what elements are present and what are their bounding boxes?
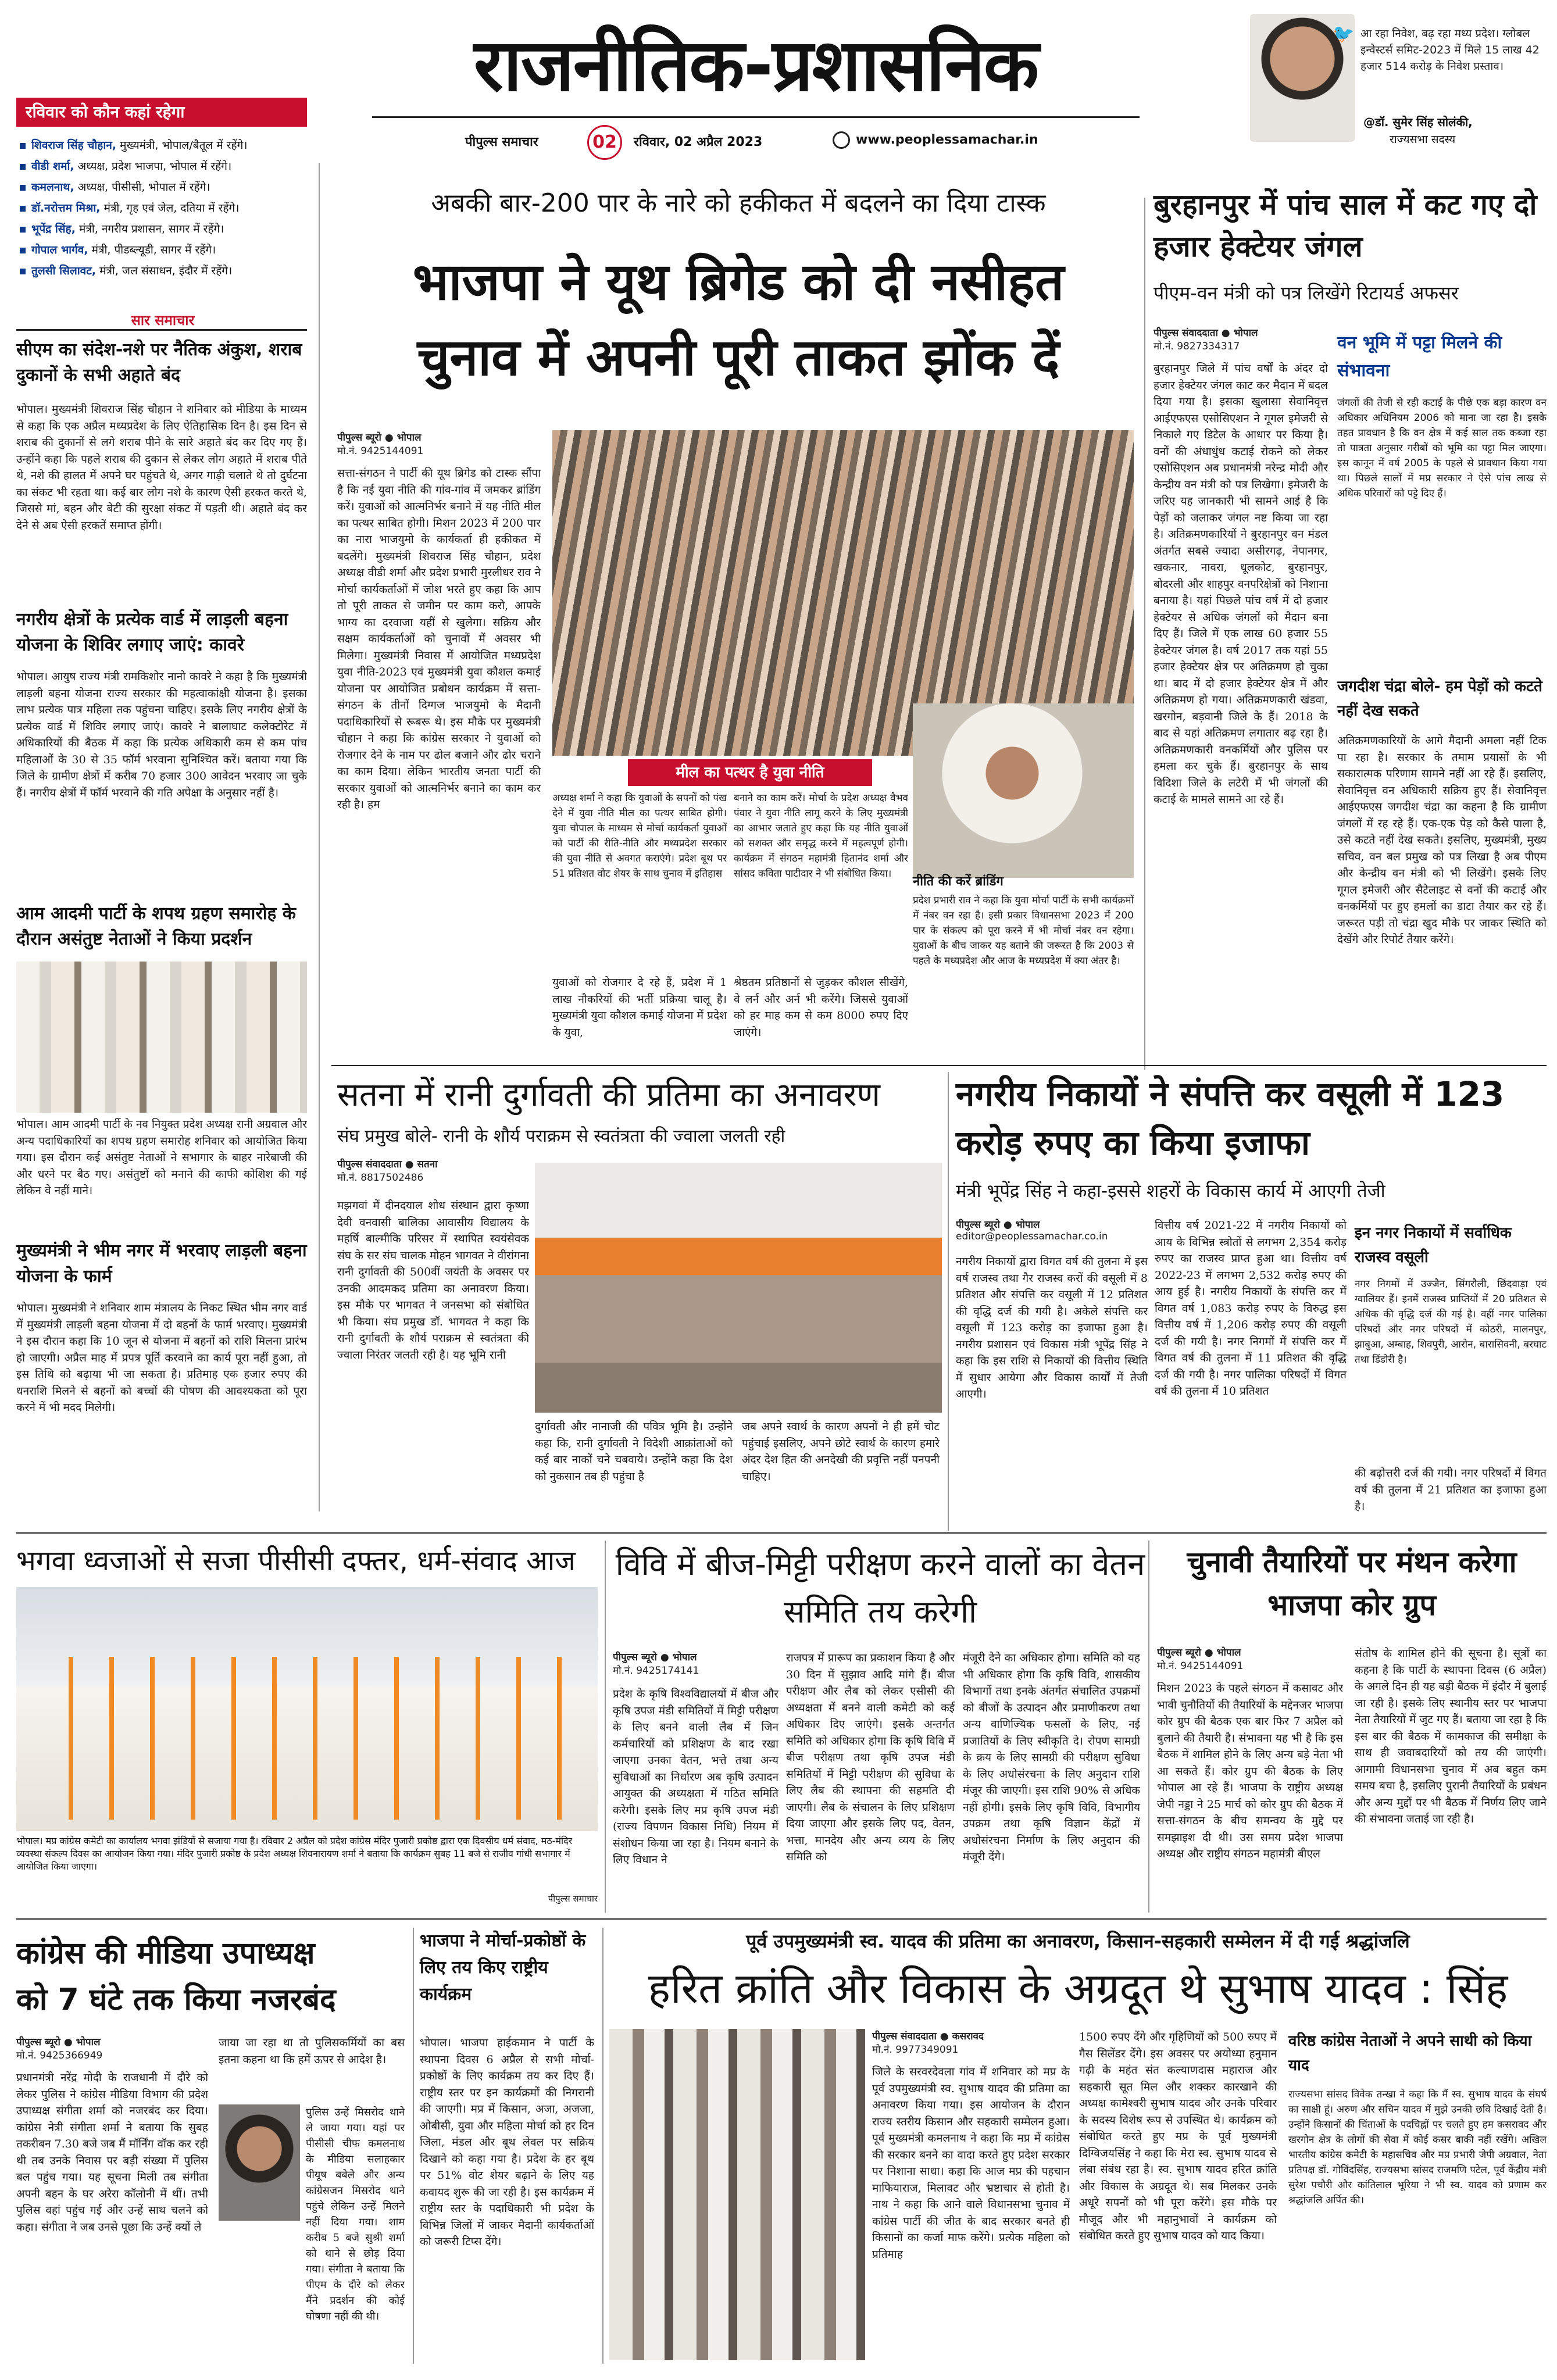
nagariya-col1: नगरीय निकायों द्वारा विगत वर्ष की तुलना में इस वर्ष राजस्व तथा गैर राजस्व करों की वसूली में 8 प्रतिशत और संपत्ति कर वसूली में 12 प्रतिशत की वृद्धि दर्ज की गयी है। अकेले संपत्ति कर वसूली में 123 करोड़ का इजाफा हुआ है। नगरीय प्रशासन एवं विकास मंत्री भूपेंद्र सिंह ने कहा कि इस राशि से निकायों की वित्तीय स्थिति में सुधार आयेगा और विकास कार्यों में तेजी आएगी। bbox=[956, 1255, 1148, 1400]
sangeeta-photo bbox=[219, 2104, 300, 2221]
bhagwa-divider bbox=[605, 1541, 606, 1913]
list-item: वीडी शर्मा, अध्यक्ष, प्रदेश भाजपा, भोपाल में रहेंगे। bbox=[20, 156, 307, 177]
saffron-flags bbox=[51, 1657, 563, 1820]
morcha-body: भोपाल। भाजपा हाईकमान ने पार्टी के स्थापना दिवस 6 अप्रैल से सभी मोर्चा-प्रकोष्ठों के लिए कार्यक्रम तय कर दिए हैं। राष्ट्रीय स्तर पर इन कार्यक्रमों की निगरानी की जाएगी। मप्र में किसान, अजा, अजजा, ओबीसी, युवा और महिला मोर्चा को हर दिन जिला, मंडल और बूथ लेवल पर सक्रिय दिखाने को कहा गया है। प्रदेश के हर बूथ पर 51% वोट शेयर बढ़ाने के लिए यह कवायद शुरू की जा रही है। इस कार्यक्रम में राष्ट्रीय स्तर के पदाधिकारी भी प्रदेश के विभिन्न जिलों में जाकर मैदानी कार्यकर्ताओं को जरूरी टिप्स देंगे। bbox=[420, 2036, 594, 2248]
satna-col2: दुर्गावती और नानाजी की पवित्र भूमि है। उन्होंने कहा कि, रानी दुर्गावती ने विदेशी आक्रांताओं को कई बार नाकों चने चबवाये। उन्होंने कहा कि देश को नुकसान तब ही पहुंचा है bbox=[535, 1420, 733, 1483]
subhash-col1: जिले के सरवरदेवला गांव में शनिवार को मप्र के पूर्व उपमुख्यमंत्री स्व. सुभाष यादव की प्रतिमा का अनावरण किया गया। इस आयोजन के दौरान राज्य स्तरीय किसान और सहकारी सम्मेलन हुआ। पूर्व मुख्यमंत्री कमलनाथ ने कहा कि मप्र में कांग्रेस की सरकार बनने का वादा करते हुए प्रदेश सरकार पर निशाना साधा। कहा कि आज मप्र की पहचान माफियाराज, मिलावट और भ्रष्टाचार से होती है। नाथ ने कहा कि आने वाले विधानसभा चुनाव में कांग्रेस पार्टी की जीत के बाद सरकार बनते ही किसानों का कर्जा माफ करेंगे। प्रत्येक महिला को प्रतिमाह bbox=[872, 2065, 1070, 2261]
bhagwa-headline: भगवा ध्वजाओं से सजा पीसीसी दफ्तर, धर्म-संवाद आज bbox=[16, 1545, 576, 1577]
chunavi-byline: पीपुल्स ब्यूरो ● भोपाल मो.नं. 9425144091 bbox=[1157, 1647, 1244, 1672]
burhanpur-body: बुरहानपुर जिले में पांच वर्षों के अंदर दो हजार हेक्टेयर जंगल काट कर मैदान में बदल दिया गया है। इसका खुलासा सेवानिवृत्त आईएफएस एसोसिएशन ने गूगल इमेजरी से निकाले गए डिटेल के आधार पर किया है। वनों की अंधाधुंध कटाई रोकने को लेकर एसोसिएशन अब प्रधानमंत्री नरेन्द्र मोदी और केन्द्रीय वन मंत्री को पत्र लिखेगा। इमेजरी के जरिए यह जानकारी भी सामने आई है कि पेड़ों को जलाकर जंगल नष्ट किया जा रहा है। अतिक्रमणकारियों ने बुरहानपुर वन मंडल अंतर्गत सबसे ज्यादा असीरगढ़, नेपानगर, खकनार, नावरा, धूलकोट, बुरहानपुर, बोदरली और शाहपुर वनपरिक्षेत्रों को निशाना बनाया है। यहां पिछले पांच वर्ष में दो हजार हेक्टेयर से अधिक जंगलों को मैदान बना दिए हैं। जिले में एक लाख 60 हजार 55 हेक्टेयर जंगल है। वर्ष 2017 तक यहां 55 हजार हेक्टेयर क्षेत्र पर अतिक्रमण हो चुका था। बाद में दो हजार हेक्टेयर क्षेत्र में और अतिक्रमण हो गया। अतिक्रमणकारी खंडवा, खरगोन, बड़वानी जिले के हैं। 2018 के बाद से यहां अतिक्रमण लगातार बढ़ रहा है। अतिक्रमणकारी वनकर्मियों और पुलिस पर हमला कर चुके हैं। बुरहानपुर के साथ विदिशा जिले के लटेरी में भी जंगलों की कटाई के मामले सामने आ रहे हैं। bbox=[1154, 362, 1328, 806]
chunavi-col1: मिशन 2023 के पहले संगठन में कसावट और भावी चुनौतियों की तैयारियों के मद्देनजर भाजपा कोर ग्रुप की बैठक एक बार फिर 7 अप्रैल को बुलाने की तैयारी है। संभावना यह भी है कि इस बैठक में शामिल होने के लिए अन्य बड़े नेता भी आ सकते हैं। कोर ग्रुप की बैठक के लिए भोपाल आ रहे हैं। भाजपा के राष्ट्रीय अध्यक्ष जेपी नड्डा ने 25 मार्च को कोर ग्रुप की बैठक में सत्ता-संगठन के बीच समन्वय के मुद्दे पर समझाइश दी थी। उस समय प्रदेश भाजपा अध्यक्ष और राष्ट्रीय संगठन महामंत्री बीएल bbox=[1157, 1682, 1343, 1860]
list-item: शिवराज सिंह चौहान, मुख्यमंत्री, भोपाल/बैतूल में रहेंगे। bbox=[20, 135, 307, 156]
tweet-author: @डॉ. सुमेर सिंह सोलंकी, bbox=[1363, 115, 1473, 129]
vivi-headline: विवि में बीज-मिट्टी परीक्षण करने वालों का वेतन समिति तय करेगी bbox=[615, 1546, 1145, 1630]
rule-mid-3 bbox=[16, 1918, 1547, 1920]
burhanpur-box-body: जंगलों की तेजी से रही कटाई के पीछे एक बड़ा कारण वन अधिकार अधिनियम 2006 को माना जा रहा है। इसके तहत प्रावधान है कि वन क्षेत्र में कई साल तक कब्जा रहा तो पात्रता अनुसार गरीबों को भूमि का पट्टा मिल जाएगा। इस कानून में वर्ष 2005 के पहले से प्रावधान किया गया था। पिछले सालों में मप्र सरकार ने ऐसे पांच लाख से अधिक परिवारों को पट्टे दिए हैं। bbox=[1337, 397, 1547, 499]
satna-headline: सतना में रानी दुर्गावती की प्रतिमा का अनावरण bbox=[337, 1076, 880, 1114]
lead-mid-1: अध्यक्ष शर्मा ने कहा कि युवाओं के सपनों को पंख देने में युवा नीति मील का पत्थर साबित होगी। युवा चौपाल के माध्यम से मोर्चा कार्यकर्ता युवाओं को पार्टी की रीति-नीति और मध्यप्रदेश सरकार की युवा नीति से अवगत कराएंगे। प्रदेश बूथ पर 51 प्रतिशत वोट शेयर के साथ चुनाव में इतिहास bbox=[552, 792, 727, 880]
milestone-label: मील का पत्थर है युवा नीति bbox=[628, 759, 872, 786]
vivi-col1: प्रदेश के कृषि विश्वविद्यालयों में बीज और कृषि उपज मंडी समितियों में मिट्टी परीक्षण के लिए बनने वाली लैब में जिन कर्मचारियों को प्रशिक्षण के बाद रखा जाएगा उनका वेतन, भत्ते तथा अन्य सुविधाओं का निर्धारण अब कृषि उत्पादन आयुक्त की अध्यक्षता में गठित समिति करेगी। इसके लिए मप्र कृषि उपज मंडी (राज्य विपणन विकास निधि) नियम में संशोधन किया जा रहा है। नियम बनाने के लिए विधान ने bbox=[613, 1688, 779, 1866]
list-item: भूपेंद्र सिंह, मंत्री, नगरीय प्रशासन, सागर में रहेंगे। bbox=[20, 219, 307, 240]
rule-mid-1 bbox=[331, 1065, 1547, 1066]
tweet-role: राज्यसभा सदस्य bbox=[1390, 133, 1456, 146]
subhash-side-body: राज्यसभा सांसद विवेक तन्खा ने कहा कि मैं स्व. सुभाष यादव के संघर्ष का साक्षी हूं। अरुण और सचिन यादव में मुझे उनकी छवि दिखाई देती है। उन्होंने किसानों की चिंताओं के पदचिह्नों पर चलते हुए हम कसरावद और खरगोन क्षेत्र के लोगों की सेवा में कोई कसर बाकी नहीं रखेंगे। अखिल भारतीय कांग्रेस कमेटी के महासचिव और मप्र प्रभारी जेपी अग्रवाल, नेता प्रतिपक्ष डॉ. गोविंदसिंह, राज्यसभा सांसद राजमणि पटेल, पूर्व केंद्रीय मंत्री सुरेश पचौरी और कांतिलाल भूरिया ने भी स्व. यादव को प्रणाम कर श्रद्धांजलि अर्पित की। bbox=[1288, 2089, 1547, 2206]
subhash-side-head: वरिष्ठ कांग्रेस नेताओं ने अपने साथी को किया याद bbox=[1288, 2032, 1532, 2074]
lead-mid-2: बनाने का काम करें। मोर्चा के प्रदेश अध्यक्ष वैभव पंवार ने युवा नीति लागू करने के लिए मुख्यमंत्री का आभार जताते हुए कहा कि यह नीति युवाओं को सशक्त और समृद्ध करने में महत्वपूर्ण होगी। कार्यक्रम में संगठन महामंत्री हितानंद शर्मा और सांसद कविता पाटीदार ने भी संबोधित किया। bbox=[734, 792, 908, 880]
saar-headline-1: सीएम का संदेश-नशे पर नैतिक अंकुश, शराब दुकानों के सभी अहाते बंद bbox=[16, 340, 302, 385]
list-item: डॉ.नरोत्तम मिश्रा, मंत्री, गृह एवं जेल, दतिया में रहेंगे। bbox=[20, 198, 307, 219]
paper-name: पीपुल्स समाचार bbox=[465, 135, 538, 149]
globe-icon bbox=[833, 131, 850, 149]
burhanpur-byline: पीपुल्स संवाददाता ● भोपाल मो.नं. 9827334317 bbox=[1154, 327, 1258, 352]
cm-speaking-photo bbox=[913, 703, 1134, 878]
page-number: 02 bbox=[587, 125, 622, 160]
saar-body-2: भोपाल। आयुष राज्य मंत्री रामकिशोर नानो कावरे ने कहा है कि मुख्यमंत्री लाड़ली बहना योजना राज्य सरकार की महत्वाकांक्षी योजना है। इसका लाभ प्रत्येक पात्र महिला तक पहुंचना चाहिए। इसके लिए नगरीय क्षेत्रों के प्रत्येक वार्ड में शिविर लगाए जाएं। कावरे ने बालाघाट कलेक्टोरेट में अधिकारियों की बैठक में कहा कि प्रत्येक अधिकारी कम से कम पांच महिलाओं के 30 से 35 फॉर्म भरवाना सुनिश्चित करें। बताया गया कि जिले के ग्रामीण क्षेत्रों में करीब 70 हजार 300 आवेदन भरवाए जा चुके हैं। नगरीय क्षेत्रों में फॉर्म भरवाने की गति अपेक्षा के अनुसार नहीं है। bbox=[16, 670, 307, 799]
bhagwa-caption: भोपाल। मप्र कांग्रेस कमेटी का कार्यालय भगवा झंडियों से सजाया गया है। रविवार 2 अप्रैल को प्रदेश कांग्रेस मंदिर पुजारी प्रकोष्ठ द्वारा एक दिवसीय धर्म संवाद, मठ-मंदिर व्यवस्था संकल्प दिवस का आयोजन किया गया। मंदिर पुजारी प्रकोष्ठ के प्रदेश अध्यक्ष शिवनारायण शर्मा ने बताया कि कार्यक्रम सुबह 11 बजे से राजीव गांधी सभागार में आयोजित किया जाएगा। bbox=[16, 1835, 598, 1887]
congress-headline-2: को 7 घंटे तक किया नजरबंद bbox=[16, 1982, 336, 2017]
lead-side-body: प्रदेश प्रभारी राव ने कहा कि युवा मोर्चा पार्टी के सभी कार्यक्रमों में नंबर वन रहा है। इसी प्रकार विधानसभा 2023 में 200 पार के संकल्प को पूरा करने में भी मोर्चा नंबर वन रहेगा। युवाओं के बीच जाकर यह बताने की जरूरत है कि 2003 से पहले के मध्यप्रदेश और आज के मध्यप्रदेश में क्या अंतर है। bbox=[913, 895, 1134, 967]
congress-col2b: पुलिस उन्हें मिसरोद थाने ले जाया गया। यहां पर पीसीसी चीफ कमलनाथ के मीडिया सलाहकार पीयूष बबेले और अन्य कांग्रेसजन मिसरोद थाने पहुंचे लेकिन उन्हें मिलने नहीं दिया गया। शाम करीब 5 बजे सुश्री शर्मा को थाने से छोड़ दिया गया। संगीता ने बताया कि पीएम के दौरे को लेकर मैंने प्रदर्शन की कोई घोषणा नहीं की थी। bbox=[306, 2106, 405, 2322]
satna-sub: संघ प्रमुख बोले- रानी के शौर्य पराक्रम से स्वतंत्रता की ज्वाला जलती रही bbox=[337, 1126, 785, 1146]
side-label: नीति की करें ब्रांडिंग bbox=[913, 874, 1004, 889]
lead-headline-2: चुनाव में अपनी पूरी ताकत झोंक दें bbox=[417, 327, 1060, 387]
saar-headline-4: मुख्यमंत्री ने भीम नगर में भरवाए लाड़ली बहना योजना के फार्म bbox=[16, 1241, 307, 1287]
saar-headline-3: आम आदमी पार्टी के शपथ ग्रहण समारोह के दौरान असंतुष्ट नेताओं ने किया प्रदर्शन bbox=[16, 903, 296, 949]
vivi-col2: राजपत्र में प्रारूप का प्रकाशन किया है और 30 दिन में सुझाव आदि मांगे हैं। बीज परीक्षण और लैब को लेकर एसीसी की अध्यक्षता में बनने वाली कमेटी को कई अधिकार दिए जाएंगे। इसके अन्तर्गत समिति को अधिकार होगा कि कृषि विवि में बीज परीक्षण तथा कृषि उपज मंडी समितियों में मिट्टी परीक्षण की सुविधा के लिए लैब की स्थापना की सहमति दी जाएगी। लैब के संचालन के लिए प्रशिक्षण दिया जाएगा और इसके लिए पद, वेतन, भत्ता, मानदेय और अन्य व्यय के लिए समिति को bbox=[786, 1652, 955, 1863]
list-item: तुलसी सिलावट, मंत्री, जल संसाधन, इंदौर में रहेंगे। bbox=[20, 260, 307, 281]
website-link[interactable]: www.peoplessamachar.in bbox=[856, 133, 1038, 147]
chunavi-headline: चुनावी तैयारियों पर मंथन करेगा भाजपा कोर ग्रुप bbox=[1187, 1545, 1517, 1622]
burhanpur-quote-body: अतिक्रमणकारियों के आगे मैदानी अमला नहीं टिक पा रहा है। सरकार के तमाम प्रयासों के भी सकारात्मक परिणाम सामने नहीं आ रहे हैं। इसलिए, सेवानिवृत्त वन अधिकारी सक्रिय हुए हैं। सेवानिवृत्त आईएफएस जगदीश चंद्रा का कहना है कि ग्रामीण जंगलों में रह रहे हैं। एक-एक पेड़ को कैसे पाला है, उसे कटते नहीं देख सकते। इसलिए, मुख्यमंत्री, मुख्य सचिव, वन बल प्रमुख को पत्र लिखा है अब पीएम और केन्द्रीय वन मंत्री को भी लिखेंगे। इसके लिए गूगल इमेजरी और सैटेलाइट से वनों की कटाई और वनकर्मियों पर हुए हमलों का डाटा तैयार कर रहे हैं। जरूरत पड़ी तो चंद्रा खुद मौके पर जाकर स्थिति को देखेंगे और रिपोर्ट तैयार करेंगे। bbox=[1337, 734, 1547, 946]
list-item: कमलनाथ, अध्यक्ष, पीसीसी, भोपाल में रहेंगे। bbox=[20, 177, 307, 198]
nagariya-box-head: इन नगर निकायों में सर्वाधिक राजस्व वसूली bbox=[1355, 1224, 1512, 1266]
vivi-col3: मंजूरी देने का अधिकार होगा। समिति को यह भी अधिकार होगा कि कृषि विवि, शासकीय विभागों तथा इनके अंतर्गत संचालित उपक्रमों को बीजों के उत्पादन और प्रमाणीकरण तथा अन्य वाणिज्यिक फसलों के लिए, नई प्रजातियों के लिए स्वीकृति दे। रोपण सामग्री के क्रय के लिए सामग्री की परीक्षण सुविधा के लिए अधोसंरचना के लिए अनुदान राशि मंजूर की जाएगी। इस राशि 90% से अधिक नहीं होगी। इसके लिए कृषि विवि, विभागीय उपक्रम तथा कृषि विज्ञान केंद्रों में अधोसंरचना निर्माण के लिए अनुदान की मंजूरी देंगे। bbox=[963, 1652, 1140, 1863]
lead-byline: पीपुल्स ब्यूरो ● भोपाल मो.नं. 9425144091 bbox=[337, 432, 424, 457]
congress-byline: पीपुल्स ब्यूरो ● भोपाल मो.नं. 9425366949 bbox=[16, 2036, 103, 2061]
lead-col2b: श्रेष्ठतम प्रतिष्ठानों से जुड़कर कौशल सीखेंगे, वे लर्न और अर्न भी करेंगे। जिससे युवाओं को हर माह कम से कम 8000 रुपए दिए जाएंगे। bbox=[734, 976, 908, 1039]
saar-headline-2: नगरीय क्षेत्रों के प्रत्येक वार्ड में लाड़ली बहना योजना के शिविर लगाए जाएं: कावरे bbox=[16, 609, 288, 655]
bhagwa-credit: पीपुल्स समाचार bbox=[548, 1893, 598, 1904]
satna-divider bbox=[948, 1072, 949, 1531]
subhash-headline: हरित क्रांति और विकास के अग्रदूत थे सुभाष यादव : सिंह bbox=[648, 1964, 1508, 2013]
twitter-icon: 🐦 bbox=[1333, 24, 1355, 44]
burhanpur-headline: बुरहानपुर में पांच साल में कट गए दो हजार हेक्टेयर जंगल bbox=[1154, 188, 1537, 263]
issue-date: रविवार, 02 अप्रैल 2023 bbox=[634, 135, 763, 149]
nagariya-box-tail: की बढ़ोत्तरी दर्ज की गयी। नगर परिषदों में विगत वर्ष की तुलना में 21 प्रतिशत का इजाफा हुआ है। bbox=[1355, 1467, 1547, 1513]
congress-col2a: जाया जा रहा था तो पुलिसकर्मियों का बस इतना कहना था कि हमें ऊपर से आदेश है। bbox=[219, 2036, 405, 2066]
lead-divider bbox=[1144, 198, 1145, 1070]
lead-col2a: युवाओं को रोजगार दे रहे हैं, प्रदेश में 1 लाख नौकरियों की भर्ती प्रक्रिया चालू है। मुख्यमंत्री युवा कौशल कमाई योजना में प्रदेश के युवा, bbox=[552, 976, 727, 1039]
saar-body-1: भोपाल। मुख्यमंत्री शिवराज सिंह चौहान ने शनिवार को मीडिया के माध्यम से कहा कि एक अप्रैल मध्यप्रदेश के लिए ऐतिहासिक दिन है। इस दिन से शराब की दुकानों से लगे शराब पीने के सारे अहाते बंद कर दिए गए हैं। उन्होंने कहा कि पहले शराब की दुकान से लेकर लोग अहाते में शराब पीते थे, नशे की हालत में अपने घर पहुंचते थे, अगर गाड़ी चलाते थे तो दुर्घटना का संकट भी रहता था। कई बार लोग नशे के कारण ऐसी हरकत करते थे, जिससे मां, बहन और बेटी की सुरक्षा संकट में पड़ती थी। अहाते बंद कर देने से अब ऐसी हरकतें समाप्त होंगी। bbox=[16, 403, 307, 532]
satna-col3: जब अपने स्वार्थ के कारण अपनों ने ही हमें चोट पहुंचाई इसलिए, अपने छोटे स्वार्थ के कारण हमारे अंदर देश हित की अनदेखी की प्रवृत्ति नहीं पनपनी चाहिए। bbox=[742, 1420, 940, 1483]
nagariya-box-body: नगर निगमों में उज्जैन, सिंगरौली, छिंदवाड़ा एवं ग्वालियर हैं। इनमें राजस्व प्राप्तियों में 20 प्रतिशत से अधिक की वृद्धि दर्ज की गई है। वहीं नगर पालिका परिषदों और नगर परिषदों में कोठरी, मालनपुर, झाबुआ, अम्बाह, शिवपुरी, आरोन, बारासिवनी, बरघाट तथा डिंडोरी है। bbox=[1355, 1278, 1547, 1366]
masthead-title: राजनीतिक-प्रशासनिक bbox=[473, 24, 1038, 108]
congress-col1: प्रधानमंत्री नरेंद्र मोदी के राजधानी में दौरे को लेकर पुलिस ने कांग्रेस मीडिया विभाग की प्रदेश उपाध्यक्ष संगीता शर्मा को नजरबंद कर दिया। कांग्रेस नेत्री संगीता शर्मा ने बताया कि सुबह तकरीबन 7.30 बजे जब मैं मॉर्निंग वॉक कर रही थी तब उनके निवास पर बड़ी संख्या में पुलिस बल पहुंच गया। यह सूचना मिली तब संगीता अपनी बहन के घर अरेरा कॉलोनी में थीं। तभी पुलिस वहां पहुंच गई और उन्हें साथ चलने को कहा। संगीता ने जब उनसे पूछा कि उन्हें क्यों ले bbox=[16, 2071, 208, 2234]
chunavi-col2: संतोष के शामिल होने की सूचना है। सूत्रों का कहना है कि पार्टी के स्थापना दिवस (6 अप्रैल) के अगले दिन ही यह बड़ी बैठक में इंदौर में बुलाई जा रही है। इसके लिए स्थानीय स्तर पर भाजपा नेता तैयारियों में जुट गए हैं। बताया जा रहा है कि इस बार की बैठक में कामकाज की समीक्षा के साथ ही जवाबदारियों को तय की जाएंगी। आगामी विधानसभा चुनाव में अब बहुत कम समय बचा है, इसलिए पुरानी तैयारियों के प्रबंधन और अन्य मुद्दों पर भी बैठक में निर्णय लिए जाने की संभावना जताई जा रही है। bbox=[1355, 1647, 1547, 1825]
subhash-kicker: पूर्व उपमुख्यमंत्री स्व. यादव की प्रतिमा का अनावरण, किसान-सहकारी सम्मेलन में दी गई श्रद्धांजलि bbox=[746, 1930, 1410, 1952]
leaders-photo bbox=[609, 2029, 865, 2360]
vivi-divider bbox=[1148, 1541, 1149, 1913]
morcha-divider bbox=[602, 1928, 603, 2364]
aap-ceremony-photo bbox=[16, 962, 307, 1113]
left-col-divider bbox=[319, 163, 320, 1511]
nagariya-headline: नगरीय निकायों ने संपत्ति कर वसूली में 123 करोड़ रुपए का किया इजाफा bbox=[956, 1074, 1505, 1163]
nagariya-sub: मंत्री भूपेंद्र सिंह ने कहा-इससे शहरों के विकास कार्य में आएगी तेजी bbox=[956, 1181, 1385, 1202]
satna-byline: पीपुल्स संवाददाता ● सतना मो.नं. 8817502486 bbox=[337, 1159, 438, 1184]
lead-col1: सत्ता-संगठन ने पार्टी की यूथ ब्रिगेड को टास्क सौंपा है कि नई युवा नीति की गांव-गांव में जमकर ब्रांडिंग करें। युवाओं को आत्मनिर्भर बनाने में यह नीति मील का पत्थर साबित होगी। मिशन 2023 में 200 पार का नारा भाजयुमो के कार्यकर्ता ही हकीकत में बदलेंगे। मुख्यमंत्री शिवराज सिंह चौहान, प्रदेश अध्यक्ष वीडी शर्मा और प्रदेश प्रभारी मुरलीधर राव ने मोर्चा कार्यकर्ताओं में जोश भरते हुए कहा कि आप तो पूरी ताकत से जमीन पर काम करो, आपके भाग्य का दरवाजा यहीं से खुलेगा। सक्रिय और सक्षम कार्यकर्ताओं को चुनावों में अवसर भी मिलेगा। मुख्यमंत्री निवास में आयोजित मध्यप्रदेश युवा नीति-2023 एवं मुख्यमंत्री युवा कौशल कमाई योजना पर आयोजित प्रबोधन कार्यक्रम में सत्ता-संगठन के तीनों दिग्गज भाजयुमो के मैदानी पदाधिकारियों से रूबरू थे। इस मौके पर मुख्यमंत्री चौहान ने कहा कि कांग्रेस सरकार ने युवाओं को रोजगार देने के नाम पर ढोल बजाने और ढोर चराने का काम दिया। लेकिन भारतीय जनता पार्टी की सरकार युवाओं को आत्मनिर्भर बनाने का काम कर रही है। हम bbox=[337, 467, 541, 811]
saar-body-4: भोपाल। मुख्यमंत्री ने शनिवार शाम मंत्रालय के निकट स्थित भीम नगर वार्ड में मुख्यमंत्री लाड़ली बहना योजना में दो बहनों के फार्म भरवाए। मुख्यमंत्री ने इस दौरान कहा कि 10 जून से योजना में बहनों को राशि मिलना प्रारंभ हो जाएगी। अप्रैल माह में प्रपत्र पूर्ति करवाने का कार्य पूरा नहीं हुआ, तो इस तिथि को बढ़ाया भी जा सकता है। प्रतिमाह एक हजार रुपए की धनराशि मिलने से बहनों को बच्चों की पोषण की आवश्यकता को पूरा करने में भी मदद मिलेगी। bbox=[16, 1302, 307, 1414]
lead-kicker: अबकी बार-200 पार के नारे को हकीकत में बदलने का दिया टास्क bbox=[431, 188, 1046, 218]
where-list bbox=[20, 135, 307, 303]
pcc-office-photo bbox=[16, 1587, 598, 1831]
burhanpur-quote-head: जगदीश चंद्रा बोले- हम पेड़ों को कटते नहीं देख सकते bbox=[1337, 678, 1542, 720]
where-box-title: रविवार को कौन कहां रहेगा bbox=[16, 98, 307, 127]
saar-label: सार समाचार bbox=[131, 312, 195, 328]
tweet-text: आ रहा निवेश, बढ़ रहा मध्य प्रदेश। ग्लोबल इन्वेस्टर्स समिट-2023 में मिले 15 लाख 42 हजार 514 करोड़ के निवेश प्रस्ताव। bbox=[1360, 27, 1540, 73]
burhanpur-sub: पीएम-वन मंत्री को पत्र लिखेंगे रिटायर्ड अफसर bbox=[1154, 282, 1459, 304]
satna-col1: मझगवां में दीनदयाल शोध संस्थान द्वारा कृष्णा देवी वनवासी बालिका आवासीय विद्यालय के महर्षि बाल्मीकि परिसर में स्थापित स्वयंसेवक संघ के सर संघ चालक मोहन भागवत ने वीरांगना रानी दुर्गावती की 500वीं जयंती के अवसर पर उनकी आदमकद प्रतिमा का अनावरण किया। इस मौके पर भागवत ने जनसभा को संबोधित भी किया। संघ प्रमुख डॉ. भागवत ने कहा कि रानी दुर्गावती के शौर्य पराक्रम से स्वतंत्रता की ज्वाला निरंतर जलती रही है। यह भूमि रानी bbox=[337, 1199, 529, 1361]
masthead-rule bbox=[372, 116, 1140, 118]
rule-mid-2 bbox=[16, 1532, 1547, 1534]
saar-body-3: भोपाल। आम आदमी पार्टी के नव नियुक्त प्रदेश अध्यक्ष रानी अग्रवाल और अन्य पदाधिकारियों का शपथ ग्रहण समारोह शनिवार को आयोजित किया गया। इस दौरान कई असंतुष्ट नेताओं ने सभागार के बाहर नारेबाजी की और धरने पर बैठ गए। असंतुष्टों को मनाने की काफी कोशिश की गई लेकिन वे नहीं माने। bbox=[16, 1118, 307, 1197]
congress-headline-1: कांग्रेस की मीडिया उपाध्यक्ष bbox=[16, 1936, 315, 1971]
statue-unveil-photo bbox=[535, 1163, 942, 1413]
list-item: गोपाल भार्गव, मंत्री, पीडब्ल्यूडी, सागर में रहेंगे। bbox=[20, 240, 307, 260]
where-box bbox=[16, 98, 307, 308]
left-rule bbox=[16, 329, 307, 331]
nagariya-byline: पीपुल्स ब्यूरो ● भोपाल editor@peoplessamachar.co.in bbox=[956, 1219, 1108, 1242]
lead-headline-1: भाजपा ने यूथ ब्रिगेड को दी नसीहत bbox=[412, 252, 1065, 312]
vivi-byline: पीपुल्स ब्यूरो ● भोपाल मो.नं. 9425174141 bbox=[613, 1652, 699, 1677]
subhash-col2: 1500 रुपए देंगे और गृहिणियों को 500 रुपए में गैस सिलेंडर देंगे। इस अवसर पर अयोध्या हनुमान गढ़ी के महंत संत कल्याणदास महाराज और सहकारी सूत मिल और शक्कर कारखाने की अध्यक्ष कामेश्वरी सुभाष यादव और उनके परिवार के सदस्य विशेष रूप से उपस्थित थे। कार्यक्रम को संबोधित करते हुए मप्र के पूर्व मुख्यमंत्री दिग्विजयसिंह ने कहा कि मेरा स्व. सुभाष यादव से लंबा संबंध रहा है। स्व. सुभाष यादव हरित क्रांति और विकास के अग्रदूत थे। सब मिलकर उनके अधूरे सपनों को भी पूरा करेंगे। इस मौके पर मौजूद और भी महानुभावों ने कार्यक्रम को संबोधित करते हुए सुभाष यादव को याद किया। bbox=[1079, 2031, 1277, 2242]
congress-divider bbox=[413, 1928, 414, 2364]
burhanpur-box-head: वन भूमि में पट्टा मिलने की संभावना bbox=[1337, 333, 1502, 381]
morcha-headline: भाजपा ने मोर्चा-प्रकोष्ठों के लिए तय किए राष्ट्रीय कार्यक्रम bbox=[420, 1931, 586, 2004]
subhash-byline: पीपुल्स संवाददाता ● कसरावद मो.नं. 9977349091 bbox=[872, 2031, 984, 2056]
nagariya-col2: वित्तीय वर्ष 2021-22 में नगरीय निकायों को आय के विभिन्न स्त्रोतों से लगभग 2,354 करोड़ रुपए का राजस्व प्राप्त हुआ था। वित्तीय वर्ष 2022-23 में लगभग 2,532 करोड़ रुपए की आय हुई है। नगरीय निकायों के संपत्ति कर में विगत वर्ष 1,083 करोड़ रुपए के विरुद्ध इस वित्तीय वर्ष में 1,206 करोड़ रुपए की वसूली दर्ज की गयी है। नगर निगमों में संपत्ति कर में विगत वर्ष की तुलना में 11 प्रतिशत की वृद्धि दर्ज की गयी है। नगर पालिका परिषदों में विगत वर्ष की तुलना में 10 प्रतिशत bbox=[1155, 1219, 1347, 1398]
